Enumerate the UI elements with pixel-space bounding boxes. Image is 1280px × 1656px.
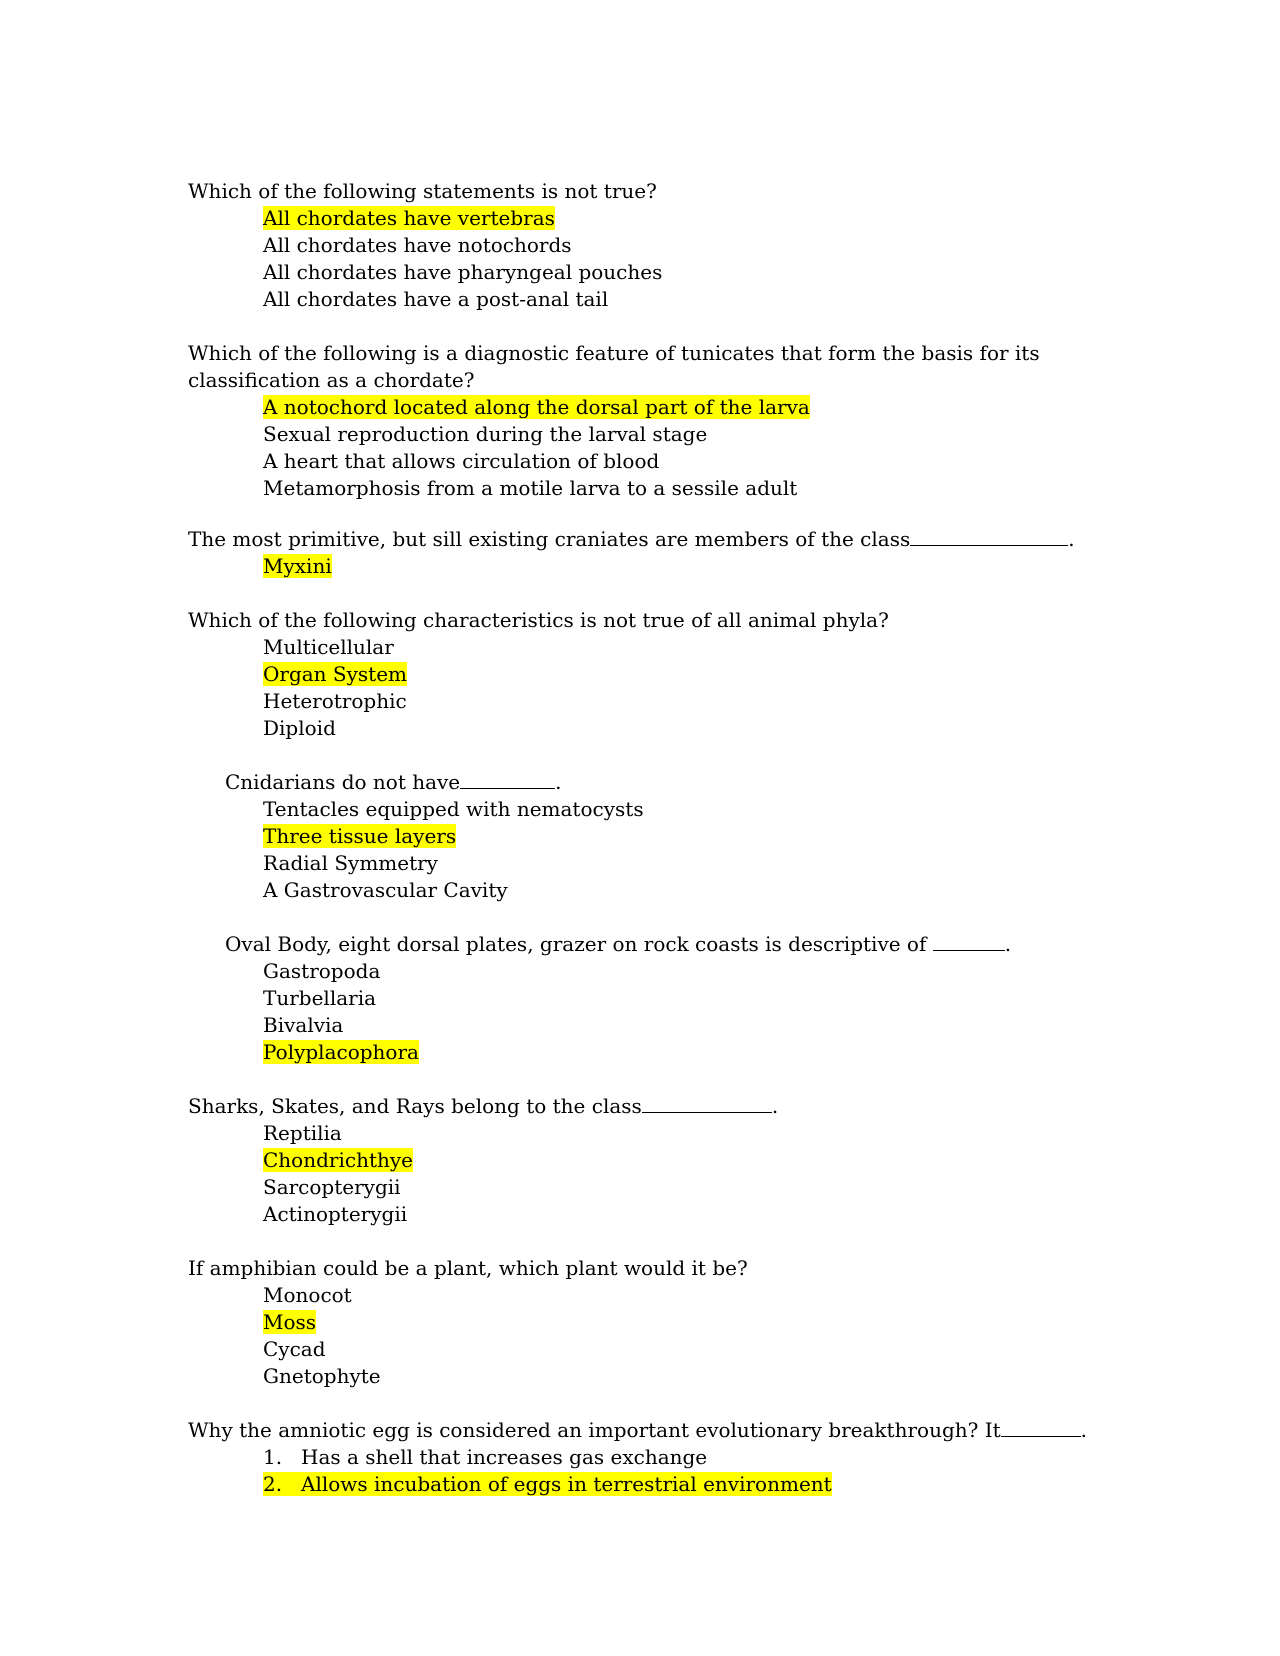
answer-blank <box>642 1094 772 1113</box>
answer-highlight: Three tissue layers <box>263 824 457 848</box>
answer-5a: Tentacles equipped with nematocysts <box>263 797 644 821</box>
answer-5b <box>263 823 456 850</box>
answer-highlight: All chordates have vertebras <box>263 206 555 230</box>
answer-highlight: Organ System <box>263 662 408 686</box>
answer-2a <box>263 394 810 421</box>
answer-9a <box>263 1444 707 1471</box>
question-9-suffix: . <box>1080 1418 1088 1442</box>
question-7-text: Sharks, Skates, and Rays belong to the class <box>188 1094 642 1118</box>
answer-6b: Turbellaria <box>263 986 377 1010</box>
question-6-suffix: . <box>1004 932 1012 956</box>
question-5-suffix: . <box>555 770 562 794</box>
answer-1a <box>263 205 555 232</box>
question-3 <box>188 526 1075 553</box>
answer-highlight: Polyplacophora <box>263 1040 419 1064</box>
answer-blank <box>1001 1418 1081 1437</box>
list-number: 1. <box>263 1445 283 1469</box>
answer-highlight: Myxini <box>263 554 332 578</box>
question-5 <box>225 769 562 796</box>
list-number: 2. <box>263 1472 283 1496</box>
answer-1c: All chordates have pharyngeal pouches <box>263 260 663 284</box>
answer-text: Has a shell that increases gas exchange <box>301 1445 708 1469</box>
answer-1d: All chordates have a post-anal tail <box>263 287 609 311</box>
answer-text: Allows incubation of eggs in terrestrial environment <box>301 1472 832 1496</box>
answer-8a: Monocot <box>263 1283 352 1307</box>
answer-3a <box>263 553 332 580</box>
answer-blank <box>933 932 1005 951</box>
answer-6c: Bivalvia <box>263 1013 344 1037</box>
answer-blank <box>460 770 555 789</box>
question-6-text: Oval Body, eight dorsal plates, grazer on rock coasts is descriptive of <box>225 932 933 956</box>
answer-5c: Radial Symmetry <box>263 851 438 875</box>
answer-9b <box>263 1471 832 1498</box>
answer-highlight: Moss <box>263 1310 317 1334</box>
question-1: Which of the following statements is not true? <box>188 179 657 203</box>
question-7-suffix: . <box>771 1094 779 1118</box>
question-6 <box>225 931 1011 958</box>
answer-5d: A Gastrovascular Cavity <box>263 878 508 902</box>
question-9 <box>188 1417 1087 1444</box>
question-8: If amphibian could be a plant, which plant would it be? <box>188 1256 748 1280</box>
answer-2d: Metamorphosis from a motile larva to a sessile adult <box>263 476 798 500</box>
answer-6d <box>263 1039 419 1066</box>
answer-8d: Gnetophyte <box>263 1364 381 1388</box>
answer-highlight <box>263 1472 832 1496</box>
answer-2b: Sexual reproduction during the larval stage <box>263 422 708 446</box>
question-2-line2: classification as a chordate? <box>188 368 475 392</box>
answer-8c: Cycad <box>263 1337 326 1361</box>
answer-7d: Actinopterygii <box>263 1202 408 1226</box>
question-2-line1: Which of the following is a diagnostic feature of tunicates that form the basis for its <box>188 341 1040 365</box>
answer-7c: Sarcopterygii <box>263 1175 401 1199</box>
answer-blank <box>910 527 1068 546</box>
answer-1b: All chordates have notochords <box>263 233 572 257</box>
answer-2c: A heart that allows circulation of blood <box>263 449 660 473</box>
answer-highlight: A notochord located along the dorsal part of the larva <box>263 395 810 419</box>
answer-4c: Heterotrophic <box>263 689 407 713</box>
question-7 <box>188 1093 778 1120</box>
question-5-text: Cnidarians do not have <box>225 770 461 794</box>
question-3-text: The most primitive, but sill existing craniates are members of the class <box>188 527 911 551</box>
question-9-text: Why the amniotic egg is considered an important evolutionary breakthrough? It <box>188 1418 1001 1442</box>
answer-4a: Multicellular <box>263 635 394 659</box>
question-4: Which of the following characteristics is not true of all animal phyla? <box>188 608 889 632</box>
answer-7a: Reptilia <box>263 1121 342 1145</box>
answer-8b <box>263 1309 316 1336</box>
answer-7b <box>263 1147 413 1174</box>
answer-4b <box>263 661 407 688</box>
question-3-suffix: . <box>1068 527 1075 551</box>
answer-highlight: Chondrichthye <box>263 1148 413 1172</box>
answer-4d: Diploid <box>263 716 336 740</box>
answer-6a: Gastropoda <box>263 959 381 983</box>
